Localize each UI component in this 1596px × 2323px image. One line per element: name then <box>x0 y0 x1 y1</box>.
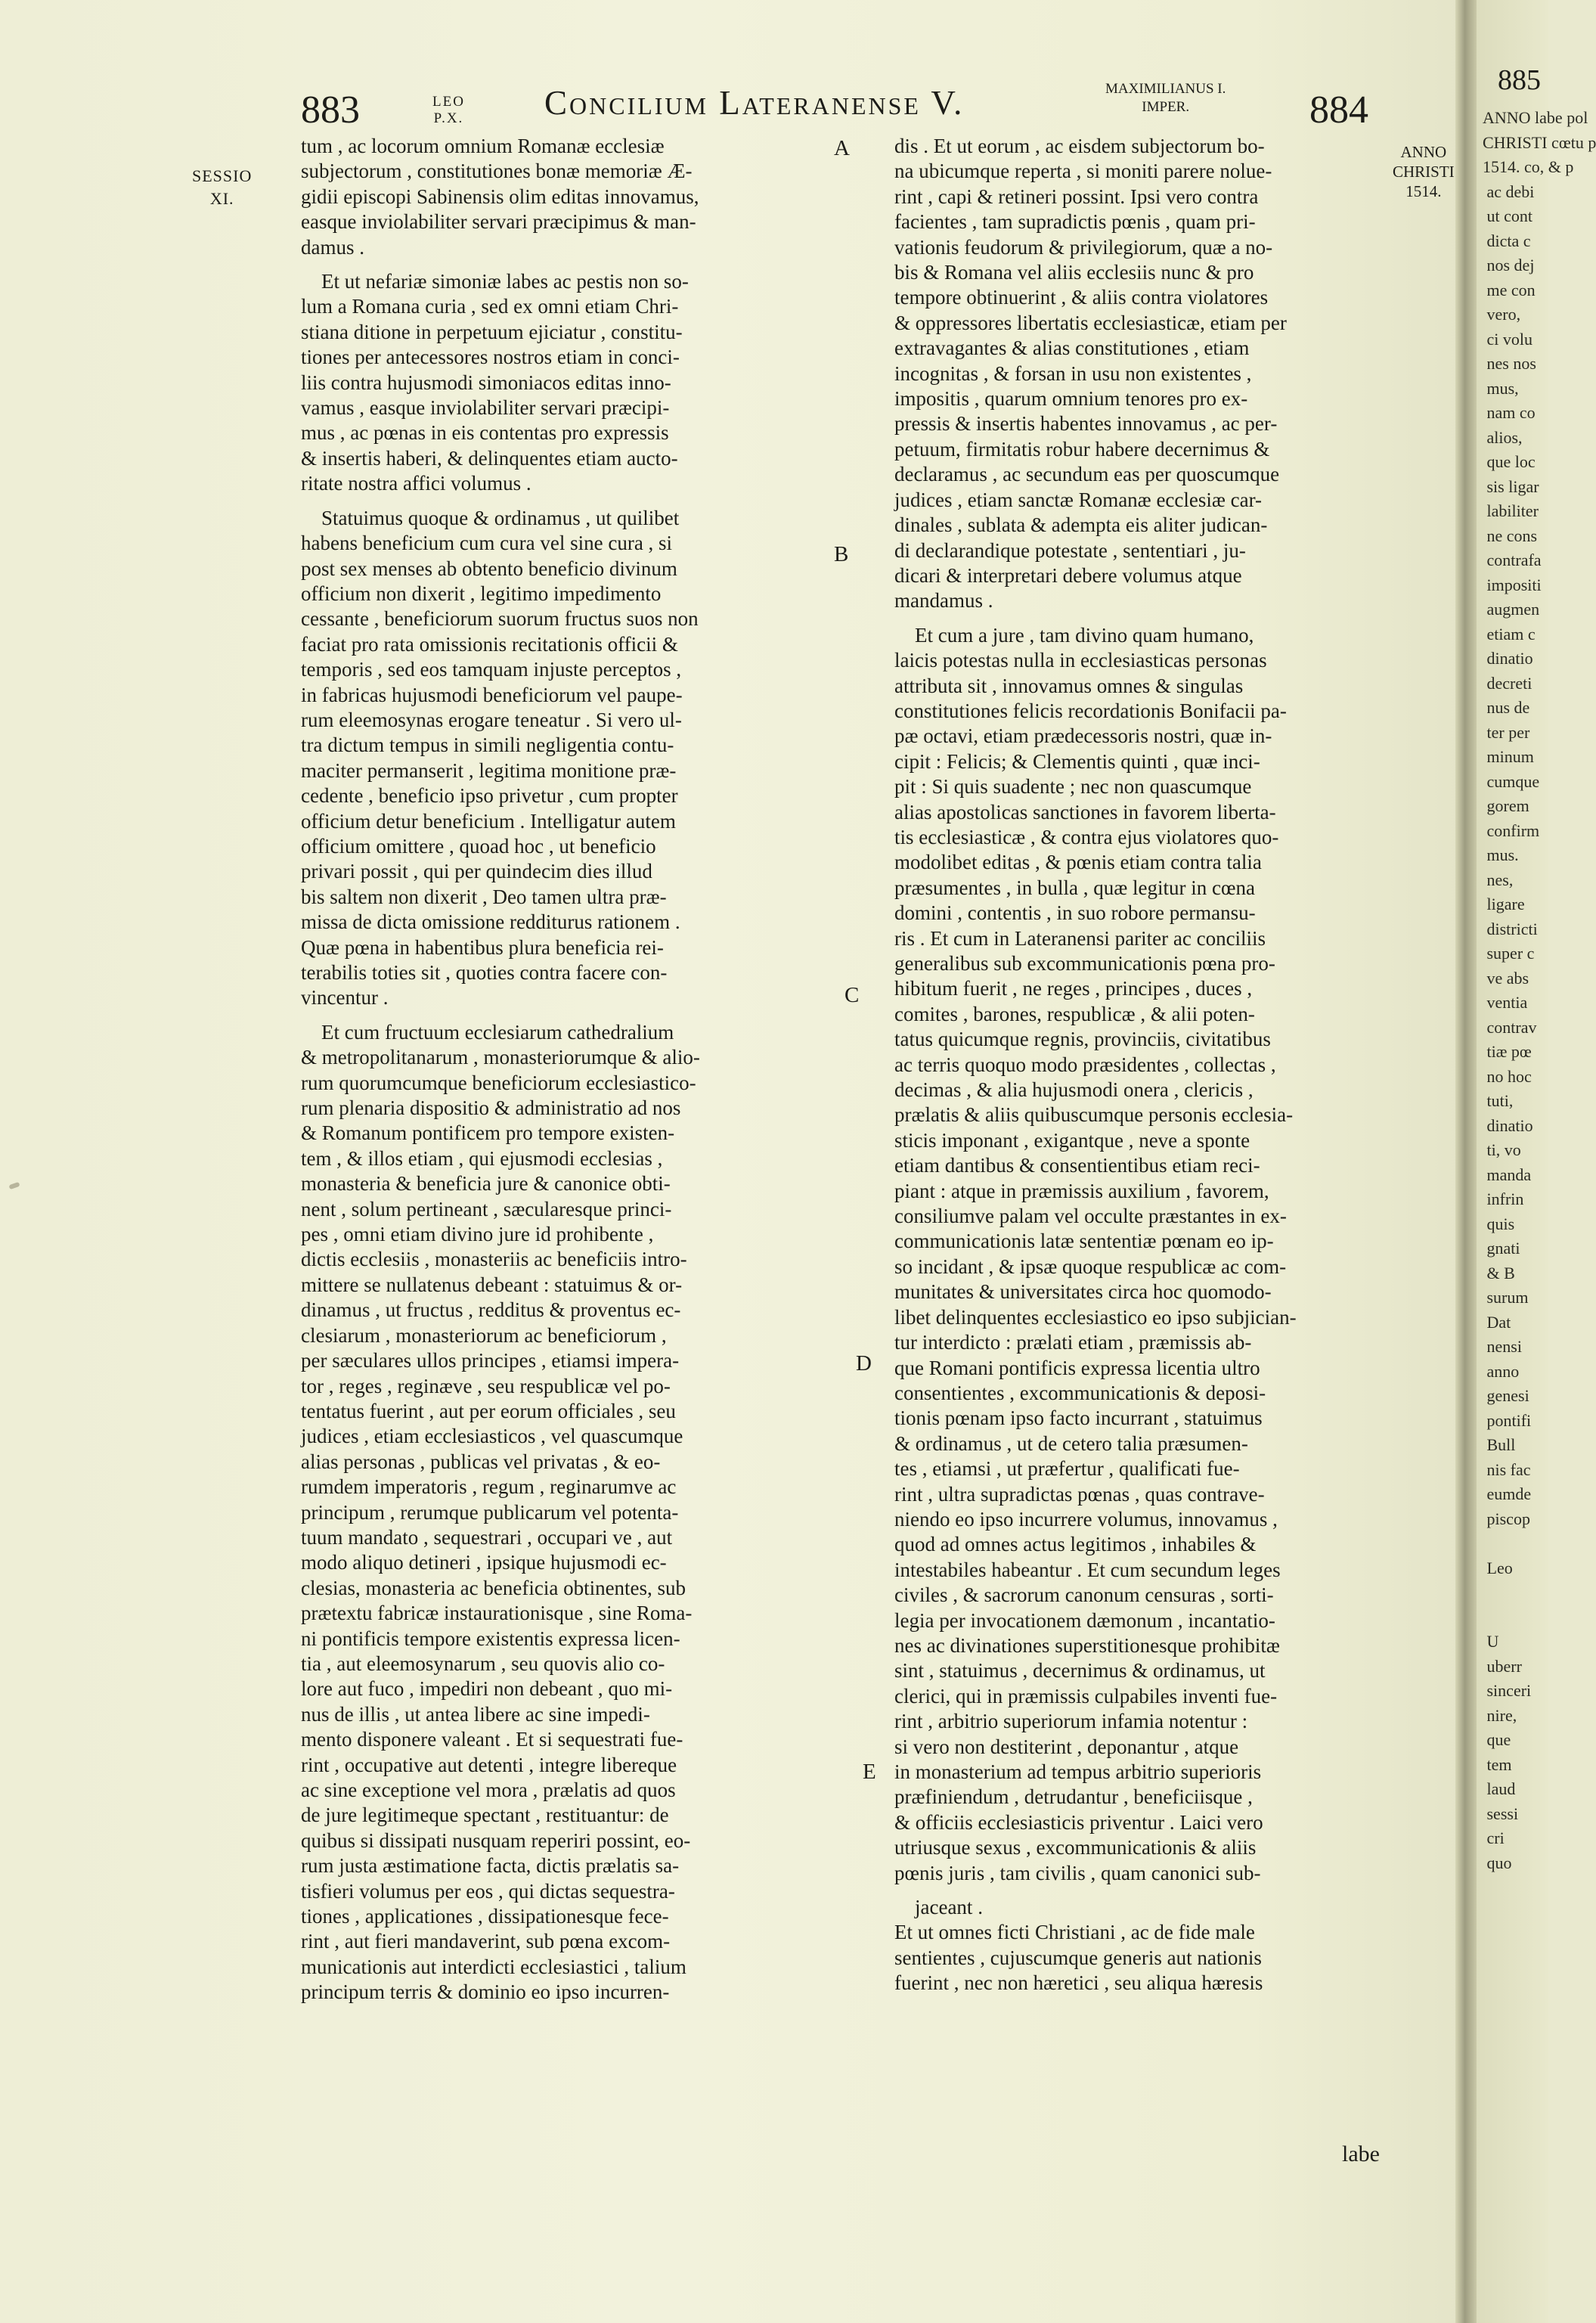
text-line: & oppressores libertatis ecclesiasticæ, etiam per <box>894 311 1287 334</box>
text-line: pit : Si quis suadente ; nec non quascumque <box>894 775 1252 799</box>
text-line: petuum, firmitatis robur habere decernimus & <box>894 437 1270 461</box>
emperor-name: MAXIMILIANUS I. <box>1105 81 1226 97</box>
text-line: stiana ditione in perpetuum ejiciatur , constitu- <box>301 320 683 343</box>
text-line: officium omittere , quoad hoc , ut beneficio <box>301 834 656 858</box>
text-line: sint , statuimus , decernimus & ordinamus, ut <box>894 1659 1266 1683</box>
text-line: & Romanum pontificem pro tempore existen- <box>301 1121 675 1145</box>
text-line: pœnis juris , tam civilis , quam canonici sub- <box>894 1861 1261 1884</box>
text-line: rint , capi & retineri possint. Ipsi vero contra <box>894 185 1259 208</box>
text-line: etiam dantibus & consentientibus etiam reci- <box>894 1154 1260 1177</box>
text-line: fuerint , nec non hæretici , seu aliqua hæresis <box>894 1971 1263 1995</box>
text-line: dicari & interpretari debere volumus atque <box>894 563 1242 587</box>
text-line: so incidant , & ipsæ quoque respublicæ ac com- <box>894 1255 1287 1278</box>
text-line: modolibet editas , & pœnis etiam contra talia <box>894 851 1262 874</box>
emperor-header <box>1105 80 1226 116</box>
text-line: tor , reges , reginæve , seu respublicæ vel po- <box>301 1374 671 1397</box>
text-line: Et cum fructuum ecclesiarum cathedralium <box>301 1020 674 1044</box>
year-note <box>1393 142 1455 201</box>
text-line: laicis potestas nulla in ecclesiasticas personas <box>894 649 1267 672</box>
text-line: legia per invocationem dæmonum , incantatio- <box>894 1608 1275 1632</box>
text-line: ni pontificis tempore existentis expressa licen- <box>301 1627 680 1650</box>
next-page-edge <box>1477 0 1596 2323</box>
left-text-column <box>301 134 853 2005</box>
text-line: per sæculares ullos principes , etiamsi impera- <box>301 1349 680 1372</box>
text-line: na ubicumque reperta , si moniti parere nolue- <box>894 160 1272 183</box>
book-spine <box>1455 0 1477 2323</box>
text-line: pes , omni etiam divino jure id prohibente , <box>301 1223 654 1246</box>
margin-letter-a: A <box>834 136 850 160</box>
text-line: attributa sit , innovamus omnes & singulas <box>894 674 1244 697</box>
text-line: lore aut fuco , impediri non debeant , quo mi- <box>301 1677 673 1701</box>
text-line: di declarandique potestate , sententiari , ju- <box>894 538 1246 562</box>
text-line: præsumentes , in bulla , quæ legitur in cœna <box>894 876 1255 899</box>
running-title: Concilium Lateranense V. <box>544 84 965 122</box>
text-line: monasteria & beneficia jure & canonice obti- <box>301 1172 671 1196</box>
text-line: tentatus fuerint , aut per eorum officiales , seu <box>301 1399 676 1422</box>
text-line: modo aliquo detineri , ipsique hujusmodi ec- <box>301 1551 667 1574</box>
text-line: rum eleemosynas erogare teneatur . Si vero ul- <box>301 708 682 731</box>
text-line: lum a Romana curia , sed ex omni etiam Chri- <box>301 295 679 318</box>
text-line: tempore obtinuerint , & aliis contra violatores <box>894 286 1269 309</box>
session-note <box>192 165 252 210</box>
text-line: & insertis haberi, & delinquentes etiam aucto- <box>301 446 678 470</box>
text-line: utriusque sexus , excommunicationis & aliis <box>894 1836 1257 1859</box>
text-line: tia , aut eleemosynarum , seu quovis alio co- <box>301 1652 665 1675</box>
text-line: extravagantes & alias constitutiones , etiam <box>894 337 1250 360</box>
text-line: vincentur . <box>301 986 389 1010</box>
text-line: nus de illis , ut antea libere ac sine impedi- <box>301 1702 650 1726</box>
text-line: de jure legitimeque spectant , restituantur: de <box>301 1804 669 1827</box>
text-line: clesias, monasteria ac beneficia obtinentes, sub <box>301 1576 686 1599</box>
text-line: rint , aut fieri mandaverint, sub pœna excom- <box>301 1930 671 1953</box>
text-line: judices , etiam sanctæ Romanæ ecclesiæ car- <box>894 488 1263 511</box>
text-line: cessante , beneficiorum suorum fructus suos non <box>301 607 699 631</box>
emperor-title: IMPER. <box>1142 99 1190 115</box>
text-line: & officiis ecclesiasticis priventur . Laici vero <box>894 1810 1263 1834</box>
text-line: Et cum a jure , tam divino quam humano, <box>894 623 1254 647</box>
text-line: sentientes , cujuscumque generis aut nationis <box>894 1946 1262 1969</box>
text-line: principum , rerumque publicarum vel potenta- <box>301 1500 679 1524</box>
text-line: missa de dicta omissione redditurus rationem . <box>301 910 680 934</box>
text-line: prætextu fabricæ instaurationisque , sine Roma- <box>301 1602 693 1625</box>
text-line: rum justa æstimatione facta, dictis prælatis sa- <box>301 1854 680 1878</box>
text-line: que Romani pontificis expressa licentia ultro <box>894 1356 1260 1379</box>
text-line: cedente , beneficio ipso privetur , cum propter <box>301 784 678 808</box>
text-line: subjectorum , constitutiones bonæ memoriæ Æ- <box>301 160 693 183</box>
text-line: liis contra hujusmodi simoniacos editas inno- <box>301 371 671 394</box>
page-number-left: 883 <box>301 88 360 132</box>
pope-name: LEO <box>432 94 465 110</box>
text-line: libet delinquentes ecclesiastico eo ipso subjician- <box>894 1305 1297 1329</box>
text-line: alias apostolicas sanctiones in favorem liberta- <box>894 800 1276 823</box>
text-line: tes , etiamsi , ut præfertur , qualificati fue- <box>894 1457 1240 1481</box>
text-line: nent , solum pertineant , sæcularesque princi- <box>301 1197 672 1220</box>
text-line: principum terris & dominio eo ipso incurren- <box>301 1980 670 2004</box>
text-line: rum quorumcumque beneficiorum ecclesiastico- <box>301 1071 696 1094</box>
text-line: rint , ultra supradictas pœnas , quas contrave- <box>894 1482 1265 1506</box>
margin-letter-c: C <box>844 983 860 1007</box>
text-line: Et ut nefariæ simoniæ labes ac pestis non so- <box>301 270 689 293</box>
session-label: SESSIO <box>192 166 253 185</box>
text-line: tiones , applicationes , dissipationesque fece- <box>301 1905 669 1928</box>
text-line: dinamus , ut fructus , redditus & proventus ec- <box>301 1298 681 1322</box>
right-text-column <box>894 134 1393 1996</box>
text-line: mandamus . <box>894 589 993 613</box>
text-line: consentientes , excommunicationis & deposi- <box>894 1381 1266 1404</box>
text-line: nes ac divinationes superstitionesque prohibitæ <box>894 1633 1280 1657</box>
text-line: clesiarum , monasteriorum ac beneficiorum , <box>301 1323 667 1347</box>
text-line: rum plenaria dispositio & administratio ad nos <box>301 1096 681 1120</box>
year-value: 1514. <box>1405 182 1442 200</box>
margin-letter-b: B <box>834 542 849 566</box>
text-line: tur interdicto : prælati etiam , præmissis ab- <box>894 1331 1252 1354</box>
text-line: tra dictum tempus in simili negligentia contu- <box>301 733 674 757</box>
text-line: præfiniendum , detrudantur , beneficiisque , <box>894 1785 1253 1809</box>
text-line: comites , barones, respublicæ , & alii poten- <box>894 1002 1255 1025</box>
text-line: quibus si dissipati nusquam reperiri possint, eo- <box>301 1828 691 1852</box>
text-line: mento disponere valeant . Et si sequestrati fue- <box>301 1728 683 1751</box>
text-line: Et ut omnes ficti Christiani , ac de fide male <box>894 1921 1255 1944</box>
text-line: clerici, qui in præmissis culpabiles inventi fue- <box>894 1684 1278 1707</box>
text-line: declaramus , ac secundum eas per quoscumque <box>894 463 1280 486</box>
text-line: ris . Et cum in Lateranensi pariter ac conciliis <box>894 926 1266 950</box>
text-line: gidii episcopi Sabinensis olim editas innovamus, <box>301 185 699 208</box>
text-line: dictis ecclesiis , monasteriis ac beneficiis intro- <box>301 1248 687 1271</box>
text-line: consiliumve palam vel occulte præstantes in ex- <box>894 1205 1287 1228</box>
text-line: vamus , easque inviolabiliter servari præcipi- <box>301 396 670 420</box>
pope-header <box>432 94 465 127</box>
page-number-right: 884 <box>1309 88 1368 132</box>
year-era: CHRISTI <box>1393 163 1455 181</box>
text-line: si vero non destiterint , deponantur , atque <box>894 1735 1239 1758</box>
text-line: pressis & insertis habentes innovamus , ac per- <box>894 412 1278 436</box>
text-line: damus . <box>301 235 364 259</box>
text-line: ac terris quoquo modo præsidentes , collectas , <box>894 1053 1276 1076</box>
text-line: tiones per antecessores nostros etiam in conci- <box>301 346 680 369</box>
text-line: incognitas , & forsan in usu non existentes , <box>894 361 1252 385</box>
text-line: prælatis & aliis quibuscumque personis ecclesia- <box>894 1103 1294 1127</box>
text-line: communicationis latæ sententiæ pœnam eo ip- <box>894 1230 1274 1253</box>
text-line: Quæ pœna in habentibus plura beneficia rei- <box>301 935 664 959</box>
text-line: cipit : Felicis; & Clementis quinti , quæ inci- <box>894 749 1260 773</box>
text-line: municationis aut interdicti ecclesiastici , talium <box>301 1955 686 1978</box>
text-line: facientes , tam supradictis pœnis , quam pri- <box>894 210 1256 234</box>
text-line: impositis , quarum omnium tenores pro ex- <box>894 387 1248 411</box>
text-line: tisfieri volumus per eos , qui dictas sequestra- <box>301 1879 675 1903</box>
catchword: labe <box>1342 2142 1380 2166</box>
margin-letter-d: D <box>856 1351 872 1376</box>
text-line: privari possit , qui per quindecim dies illud <box>301 860 652 883</box>
text-line: rint , arbitrio superiorum infamia notentur : <box>894 1710 1248 1733</box>
text-line: rumdem imperatoris , regum , reginarumve ac <box>301 1475 677 1499</box>
next-page-number: 885 <box>1498 64 1541 96</box>
text-line: vationis feudorum & privilegiorum, quæ a no- <box>894 235 1273 259</box>
text-line: piant : atque in præmissis auxilium , favorem, <box>894 1179 1269 1202</box>
text-line: hibitum fuerit , ne reges , principes , duces , <box>894 977 1253 1000</box>
text-line: domini , contentis , in suo robore permansu- <box>894 901 1256 925</box>
text-line: tem , & illos etiam , qui ejusmodi ecclesias , <box>301 1146 663 1170</box>
text-line: maciter permanserit , legitima monitione præ- <box>301 758 677 782</box>
text-line: intestabiles habeantur . Et cum secundum leges <box>894 1558 1281 1581</box>
text-line: officium detur beneficium . Intelligatur autem <box>301 809 676 833</box>
year-label: ANNO <box>1400 143 1447 161</box>
text-line: tum , ac locorum omnium Romanæ ecclesiæ <box>301 135 665 157</box>
text-line: post sex menses ab obtento beneficio divinum <box>301 557 677 580</box>
text-line: in monasterium ad tempus arbitrio superioris <box>894 1760 1262 1783</box>
text-line: decimas , & alia hujusmodi onera , clericis , <box>894 1078 1254 1102</box>
text-line: & metropolitanarum , monasteriorumque & alio- <box>301 1046 700 1069</box>
text-line: temporis , sed eos tamquam injuste perceptos , <box>301 658 682 681</box>
text-line: tatus quicumque regnis, provinciis, civitatibus <box>894 1028 1271 1051</box>
text-line: pæ octavi, etiam prædecessoris nostri, quæ in- <box>894 724 1272 748</box>
text-line: constitutiones felicis recordationis Bonifacii pa- <box>894 699 1287 722</box>
text-line: rint , occupative aut detenti , integre libereque <box>301 1753 677 1776</box>
text-line: quod ad omnes actus legitimos , inhabiles & <box>894 1533 1257 1556</box>
text-line: dis . Et ut eorum , ac eisdem subjectorum bo- <box>894 135 1265 157</box>
text-line: civiles , & sacrorum canonum censuras , sorti- <box>894 1583 1274 1607</box>
text-line: faciat pro rata omissionis recitationis officii & <box>301 632 678 656</box>
text-line: bis saltem non dixerit , Deo tamen ultra præ- <box>301 885 667 908</box>
pope-title: P.X. <box>433 110 464 126</box>
text-line: sticis imponant , exigantque , neve a sponte <box>894 1128 1250 1152</box>
text-line: niendo eo ipso incurrere volumus, innovamus , <box>894 1507 1278 1531</box>
text-line: jaceant . <box>894 1896 983 1919</box>
text-line: habens beneficium cum cura vel sine cura , si <box>301 532 673 555</box>
text-line: dinales , sublata & adempta eis aliter judican- <box>894 513 1268 537</box>
text-line: tis ecclesiasticæ , & contra ejus violatores quo- <box>894 825 1279 848</box>
text-line: munitates & universitates circa hoc quomodo- <box>894 1280 1272 1304</box>
text-line: judices , etiam ecclesiasticos , vel quascumque <box>301 1425 683 1448</box>
text-line: terabilis toties sit , quoties contra facere con- <box>301 961 668 984</box>
text-line: easque inviolabiliter servari præcipimus & man- <box>301 210 696 234</box>
session-number: XI. <box>209 189 234 208</box>
text-line: alias personas , publicas vel privatas , & eo- <box>301 1450 661 1473</box>
text-line: ac sine exceptione vel mora , prælatis ad quos <box>301 1779 676 1801</box>
text-line: mus , ac pœnas in eis contentas pro expressis <box>301 421 669 445</box>
next-page-text-fragment: ANNO labe pol CHRISTI cœtu p 1514. co, & p ac debi ut cont dicta c nos dej me con vero, ci volu nes nos mus, nam co alios, que loc sis ligar labiliter ne cons contrafa impositi augmen etiam c dinatio decreti nus de ter per minum cumque gorem confirm mus. nes, ligare districti super c ve abs ventia contrav tiæ pœ no hoc tuti, dinatio ti, vo manda infrin quis gnati & B surum Dat nensi anno genesi pontifi Bull nis fac eumde piscop Leo U uberr sinceri nire, que tem laud sessi cri quo <box>1483 108 1596 1872</box>
text-line: generalibus sub excommunicationis pœna pro- <box>894 952 1275 975</box>
text-line: mittere se nullatenus debeant : statuimus & or- <box>301 1273 683 1296</box>
margin-letter-e: E <box>863 1760 876 1784</box>
text-line: bis & Romana vel aliis ecclesiis nunc & pro <box>894 261 1254 284</box>
text-line: tuum mandato , sequestrari , occupari ve , aut <box>301 1525 673 1549</box>
text-line: officium non dixerit , legitimo impedimento <box>301 582 662 605</box>
text-line: ritate nostra affici volumus . <box>301 472 531 495</box>
text-line: & ordinamus , ut de cetero talia præsumen- <box>894 1431 1248 1455</box>
text-line: Statuimus quoque & ordinamus , ut quilibet <box>301 506 680 529</box>
text-line: in fabricas hujusmodi beneficiorum vel paupe- <box>301 683 683 706</box>
text-line: tionis pœnam ipso facto incurrant , statuimus <box>894 1407 1263 1430</box>
